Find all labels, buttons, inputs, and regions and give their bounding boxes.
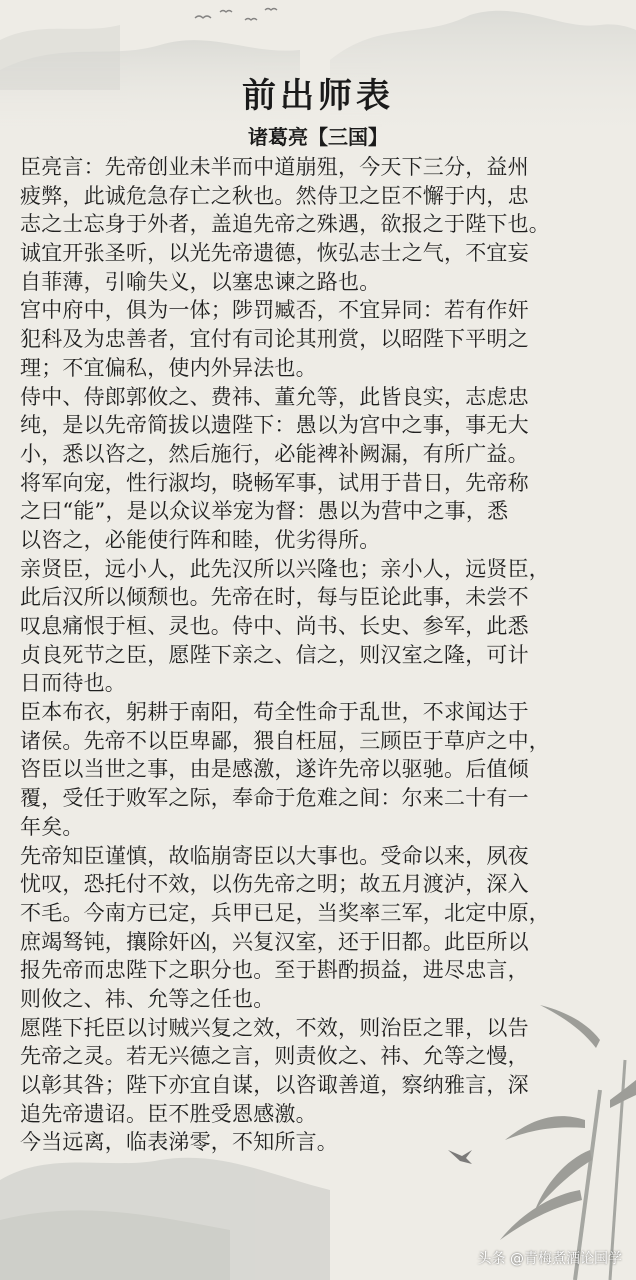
- text-line: 先帝之灵。若无兴德之言，则责攸之、祎、允等之慢，: [20, 1044, 529, 1069]
- text-line: 诚宜开张圣听，以光先帝遗德，恢弘志士之气，不宜妄: [20, 241, 529, 266]
- author-line: 诸葛亮【三国】: [248, 125, 388, 149]
- text-line: 此后汉所以倾颓也。先帝在时，每与臣论此事，未尝不: [20, 585, 529, 610]
- text-line: 侍中、侍郎郭攸之、费祎、董允等，此皆良实，志虑忠: [20, 384, 529, 409]
- text-line: 不毛。今南方已定，兵甲已足，当奖率三军，北定中原，: [20, 900, 550, 925]
- hill-ink-wash: [0, 1158, 330, 1280]
- poem-body: [20, 153, 630, 1157]
- text-line: 纯，是以先帝简拔以遗陛下：愚以为宫中之事，事无大: [20, 413, 529, 438]
- text-line: 自菲薄，引喻失义，以塞忠谏之路也。: [20, 269, 381, 294]
- text-line: 覆，受任于败军之际，奉命于危难之间：尔来二十有一: [20, 786, 529, 811]
- text-line: 日而待也。: [20, 671, 126, 696]
- text-line: 臣亮言：先帝创业未半而中道崩殂，今天下三分，益州: [20, 155, 529, 179]
- text-line: 诸侯。先帝不以臣卑鄙，猥自枉屈，三顾臣于草庐之中，: [20, 728, 550, 753]
- source-watermark: 头条 @青梅煮酒论国学: [477, 1251, 622, 1267]
- text-line: 咨臣以当世之事，由是感激，遂许先帝以驱驰。后值倾: [20, 757, 529, 782]
- text-line: 小，悉以咨之，然后施行，必能裨补阙漏，有所广益。: [20, 441, 529, 466]
- text-line: 今当远离，临表涕零，不知所言。: [20, 1130, 338, 1155]
- text-line: 以彰其咎；陛下亦宜自谋，以咨诹善道，察纳雅言，深: [20, 1073, 529, 1097]
- text-line: 疲弊，此诚危急存亡之秋也。然侍卫之臣不懈于内，忠: [20, 183, 529, 208]
- text-line: 臣本布衣，躬耕于南阳，苟全性命于乱世，不求闻达于: [20, 700, 529, 725]
- text-line: 庶竭驽钝，攘除奸凶，兴复汉室，还于旧都。此臣所以: [20, 929, 529, 954]
- text-line: 之曰“能”，是以众议举宠为督：愚以为营中之事，悉: [20, 499, 509, 524]
- text-line: 志之士忘身于外者，盖追先帝之殊遇，欲报之于陛下也。: [20, 212, 550, 237]
- text-line: 理；不宜偏私，使内外异法也。: [20, 355, 317, 380]
- text-line: 追先帝遗诏。臣不胜受恩感激。: [20, 1101, 317, 1126]
- text-line: 将军向宠，性行淑均，晓畅军事，试用于昔日，先帝称: [20, 470, 529, 495]
- page-title: 前出师表: [242, 76, 394, 116]
- text-line: 先帝知臣谨慎，故临崩寄臣以大事也。受命以来，夙夜: [20, 843, 529, 868]
- text-line: 以咨之，必能使行阵和睦，优劣得所。: [20, 527, 381, 552]
- text-line: 则攸之、祎、允等之任也。: [20, 986, 275, 1011]
- text-line: 宫中府中，俱为一体；陟罚臧否，不宜异同：若有作奸: [20, 298, 529, 323]
- text-line: 愿陛下托臣以讨贼兴复之效，不效，则治臣之罪，以告: [20, 1015, 529, 1040]
- flying-birds: [195, 9, 277, 21]
- text-line: 忧叹，恐托付不效，以伤先帝之明；故五月渡泸，深入: [20, 872, 529, 897]
- text-line: 亲贤臣，远小人，此先汉所以兴隆也；亲小人，远贤臣，: [20, 556, 550, 581]
- text-line: 年矣。: [20, 814, 84, 839]
- text-line: 犯科及为忠善者，宜付有司论其刑赏，以昭陛下平明之: [20, 327, 529, 352]
- text-line: 报先帝而忠陛下之职分也。至于斟酌损益，进尽忠言，: [20, 958, 529, 983]
- text-line: 贞良死节之臣，愿陛下亲之、信之，则汉室之隆，可计: [20, 642, 529, 667]
- text-line: 叹息痛恨于桓、灵也。侍中、尚书、长史、参军，此悉: [20, 614, 529, 638]
